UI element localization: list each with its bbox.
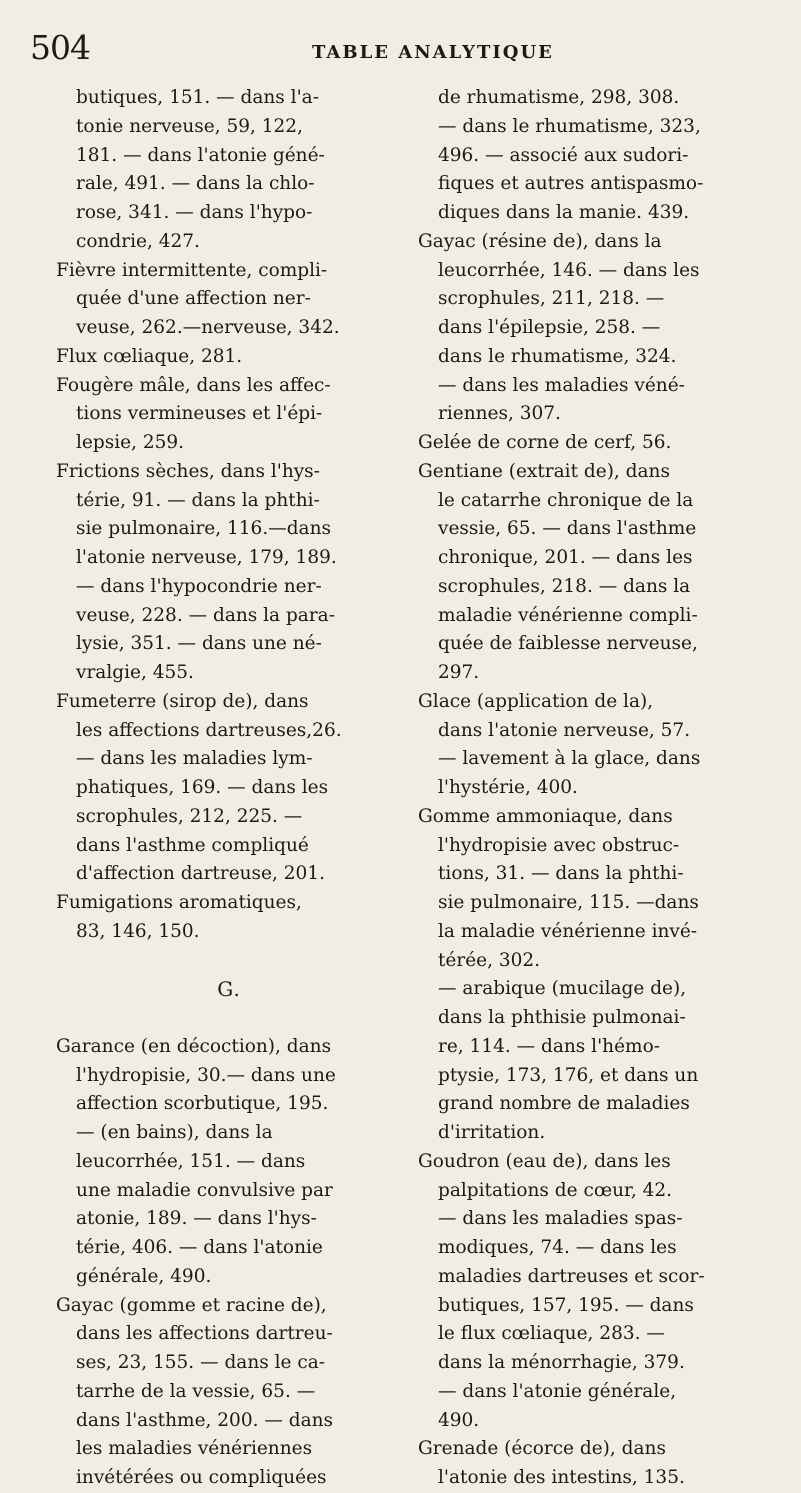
index-line: affection scorbutique, 195. — [76, 1093, 329, 1115]
index-line: lysie, 351. — dans une né- — [76, 633, 322, 655]
index-line: veuse, 228. — dans la para- — [76, 604, 335, 626]
index-line: dans l'épilepsie, 258. — — [438, 317, 661, 338]
index-line: — dans le rhumatisme, 323, — [438, 115, 701, 137]
index-line: fiques et autres antispasmo- — [438, 173, 704, 195]
index-line: la maladie vénérienne invé- — [438, 920, 698, 942]
index-line: dans l'asthme, 200. — dans — [76, 1409, 334, 1431]
index-line: Grenade (écorce de), dans — [418, 1438, 666, 1460]
index-line: scrophules, 212, 225. — — [76, 805, 303, 827]
index-line: leucorrhée, 151. — dans — [76, 1150, 306, 1172]
index-line: les affections dartreuses,26. — [76, 719, 342, 741]
index-line: tonie nerveuse, 59, 122, — [76, 115, 303, 137]
index-line: d'irritation. — [438, 1122, 546, 1143]
index-line: — dans l'hypocondrie ner- — [76, 575, 322, 597]
index-line: l'atonie nerveuse, 179, 189. — [76, 547, 337, 568]
index-line: quée de faiblesse nerveuse, — [438, 633, 698, 655]
index-line: sie pulmonaire, 115. —dans — [438, 892, 699, 913]
index-line: dans les affections dartreu- — [76, 1323, 333, 1345]
index-line: Goudron (eau de), dans les — [418, 1150, 671, 1172]
index-line: invétérées ou compliquées — [76, 1467, 327, 1488]
index-line: térie, 91. — dans la phthi- — [76, 489, 320, 511]
index-line: condrie, 427. — [76, 230, 200, 252]
index-line: Garance (en décoction), dans — [56, 1035, 332, 1057]
index-line: sie pulmonaire, 116.—dans — [76, 518, 331, 540]
index-line: ses, 23, 155. — dans le ca- — [76, 1352, 326, 1373]
index-line: scrophules, 211, 218. — — [438, 288, 665, 310]
index-line: Gelée de corne de cerf, 56. — [418, 432, 672, 453]
index-line: Fougère mâle, dans les affec- — [56, 374, 331, 396]
index-line: d'affection dartreuse, 201. — [76, 863, 325, 885]
index-line: Fumigations aromatiques, — [56, 892, 302, 913]
index-line: une maladie convulsive par — [76, 1179, 333, 1201]
index-line: rale, 491. — dans la chlo- — [76, 173, 315, 195]
index-line: tions vermineuses et l'épi- — [76, 403, 323, 425]
index-line: dans la phthisie pulmonai- — [438, 1007, 686, 1028]
left-column — [56, 84, 402, 1493]
index-line: vessie, 65. — dans l'asthme — [438, 518, 697, 540]
index-line: — dans l'atonie générale, — [438, 1380, 677, 1402]
index-line: le catarrhe chronique de la — [438, 489, 694, 511]
index-line: dans la ménorrhagie, 379. — [438, 1352, 685, 1373]
index-line: térie, 406. — dans l'atonie — [76, 1237, 323, 1258]
index-line: Flux cœliaque, 281. — [56, 345, 243, 367]
index-line: Gentiane (extrait de), dans — [418, 460, 670, 482]
index-line: Frictions sèches, dans l'hys- — [56, 460, 320, 482]
index-line: — dans les maladies lym- — [76, 748, 313, 770]
index-line: maladies dartreuses et scor- — [438, 1265, 705, 1287]
index-line: lepsie, 259. — [76, 432, 185, 453]
index-line: tions, 31. — dans la phthi- — [438, 863, 684, 885]
index-line: diques dans la manie. 439. — [438, 202, 690, 223]
index-line: térée, 302. — [438, 949, 541, 971]
index-line: — dans les maladies véné- — [438, 374, 685, 396]
index-line: dans l'asthme compliqué — [76, 834, 309, 856]
index-line: Fièvre intermittente, compli- — [56, 259, 328, 281]
index-line: chronique, 201. — dans les — [438, 547, 693, 568]
index-line: scrophules, 218. — dans la — [438, 575, 691, 597]
index-line: maladie vénérienne compli- — [438, 604, 698, 626]
index-line: phatiques, 169. — dans les — [76, 777, 329, 798]
right-column — [418, 84, 764, 1493]
index-line: dans l'atonie nerveuse, 57. — [438, 719, 691, 741]
index-line: l'hystérie, 400. — [438, 777, 578, 798]
index-line: butiques, 157, 195. — dans — [438, 1294, 694, 1316]
index-line: — (en bains), dans la — [76, 1122, 273, 1143]
index-line: 297. — [438, 662, 480, 683]
index-line: Gayac (résine de), dans la — [418, 230, 662, 252]
index-line: Glace (application de la), — [418, 690, 654, 712]
index-line: l'hydropisie, 30.— dans une — [76, 1064, 336, 1086]
index-line: — arabique (mucilage de), — [438, 978, 687, 1000]
page-header — [0, 28, 801, 76]
index-line: riennes, 307. — [438, 403, 561, 425]
index-line: vralgie, 455. — [76, 662, 194, 683]
index-line: re, 114. — dans l'hémo- — [438, 1035, 660, 1057]
index-line: dans le rhumatisme, 324. — [438, 345, 677, 367]
index-line: le flux cœliaque, 283. — — [438, 1323, 665, 1345]
index-line: l'atonie des intestins, 135. — [438, 1467, 685, 1488]
index-line: les maladies vénériennes — [76, 1438, 313, 1460]
index-line: Gomme ammoniaque, dans — [418, 805, 673, 827]
index-line: — dans les maladies spas- — [438, 1208, 683, 1230]
index-line: 496. — associé aux sudori- — [438, 144, 689, 166]
index-line: l'hydropisie avec obstruc- — [438, 834, 680, 856]
index-line: leucorrhée, 146. — dans les — [438, 259, 700, 281]
section-letter: G. — [217, 977, 241, 1002]
index-line: 181. — dans l'atonie géné- — [76, 144, 325, 166]
index-line: modiques, 74. — dans les — [438, 1237, 677, 1258]
index-line: veuse, 262.—nerveuse, 342. — [76, 317, 340, 338]
index-line: Gayac (gomme et racine de), — [56, 1294, 327, 1316]
index-line: — lavement à la glace, dans — [438, 748, 701, 770]
index-line: 490. — [438, 1409, 480, 1431]
index-line: quée d'une affection ner- — [76, 288, 311, 310]
running-title: TABLE ANALYTIQUE — [312, 42, 554, 63]
index-line: générale, 490. — [76, 1265, 212, 1287]
index-line: grand nombre de maladies — [438, 1093, 690, 1115]
page-number: 504 — [30, 28, 90, 67]
index-line: tarrhe de la vessie, 65. — — [76, 1380, 316, 1402]
index-line: butiques, 151. — dans l'a- — [76, 87, 319, 108]
blank-line — [56, 947, 402, 976]
blank-line — [56, 1004, 402, 1033]
index-line: atonie, 189. — dans l'hys- — [76, 1208, 317, 1230]
index-line: rose, 341. — dans l'hypo- — [76, 202, 313, 223]
index-line: 83, 146, 150. — [76, 920, 200, 942]
index-line: Fumeterre (sirop de), dans — [56, 690, 309, 712]
index-line: de rhumatisme, 298, 308. — [438, 87, 680, 108]
index-line: palpitations de cœur, 42. — [438, 1179, 673, 1201]
index-line: ptysie, 173, 176, et dans un — [438, 1064, 699, 1086]
